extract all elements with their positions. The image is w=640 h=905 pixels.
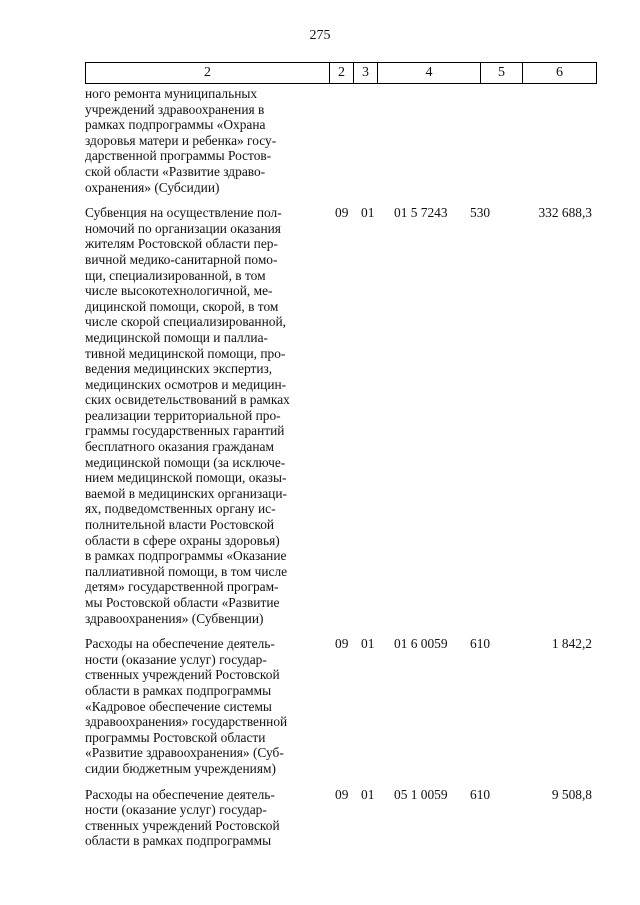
- row-description: Расходы на обеспечение деятель- ности (оказание услуг) государ- ственных учреждений Ростовской области в рамках подпрограммы «Кадровое обеспечение системы здравоохранения» государственной программы Ростовской области «Развитие здравоохранения» (Суб- сидии бюджетным учреждениям): [85, 636, 288, 776]
- row-subsection: 01: [361, 636, 375, 652]
- table-row: [85, 787, 597, 849]
- row-subsection: 01: [361, 786, 375, 802]
- row-amount: 332 688,3: [538, 205, 592, 221]
- row-section: 09: [335, 205, 349, 221]
- row-subsection: 01: [361, 205, 375, 221]
- row-description: Расходы на обеспечение деятель- ности (оказание услуг) государ- ственных учреждений Ростовской области в рамках подпрограммы: [85, 786, 280, 849]
- table-row: [85, 636, 597, 776]
- row-section: 09: [335, 636, 349, 652]
- header-col-section: 2: [329, 63, 353, 83]
- row-amount: 9 508,8: [551, 786, 592, 802]
- row-section: 09: [335, 786, 349, 802]
- page-number: 275: [309, 28, 331, 43]
- row-expense-type: 530: [470, 205, 491, 221]
- row-amount: 1 842,2: [551, 636, 592, 652]
- header-col-subsection: 3: [353, 63, 377, 83]
- header-col-amount: 6: [522, 63, 597, 83]
- row-description: ного ремонта муниципальных учреждений здравоохранения в рамках подпрограммы «Охрана здоровья матери и ребенка» госу- дарственной программы Ростов- ской области «Развитие здраво- охранения» (Субсидии): [85, 86, 277, 195]
- table-row: [85, 86, 597, 195]
- header-col-expense-type: 5: [480, 63, 522, 83]
- row-expense-type: 610: [470, 636, 491, 652]
- row-description: Субвенция на осуществление пол- номочий по организации оказания жителям Ростовской области пер- вичной медико-санитарной помо- щи, специализированной, в том числе высокотехнологичной, ме- дицинской помощи, скорой, в том числе скорой специализированной, медицинской помощи и паллиа- тивной медицинской помощи, про- ведения медицинских экспертиз, медицинских осмотров и медицин- ских освидетельствований в рамках реализации территориальной про- граммы государственных гарантий бесплатного оказания гражданам медицинской помощи (за исключе- нием медицинской помощи, оказы- ваемой в медицинских организаци- ях, подведомственных органу ис- полнительной власти Ростовской области в сфере охраны здоровья) в рамках подпрограммы «Оказание паллиативной помощи, в том числе детям» государственной програм- мы Ростовской области «Развитие здравоохранения» (Субвенции): [85, 205, 290, 626]
- budget-table: [85, 62, 597, 849]
- row-target-article: 01 5 7243: [394, 205, 448, 221]
- row-expense-type: 610: [470, 786, 491, 802]
- row-target-article: 05 1 0059: [394, 786, 448, 802]
- header-col-description: 2: [85, 63, 329, 83]
- row-target-article: 01 6 0059: [394, 636, 448, 652]
- header-col-target-article: 4: [377, 63, 480, 83]
- table-row: [85, 205, 597, 626]
- table-header: [85, 62, 597, 84]
